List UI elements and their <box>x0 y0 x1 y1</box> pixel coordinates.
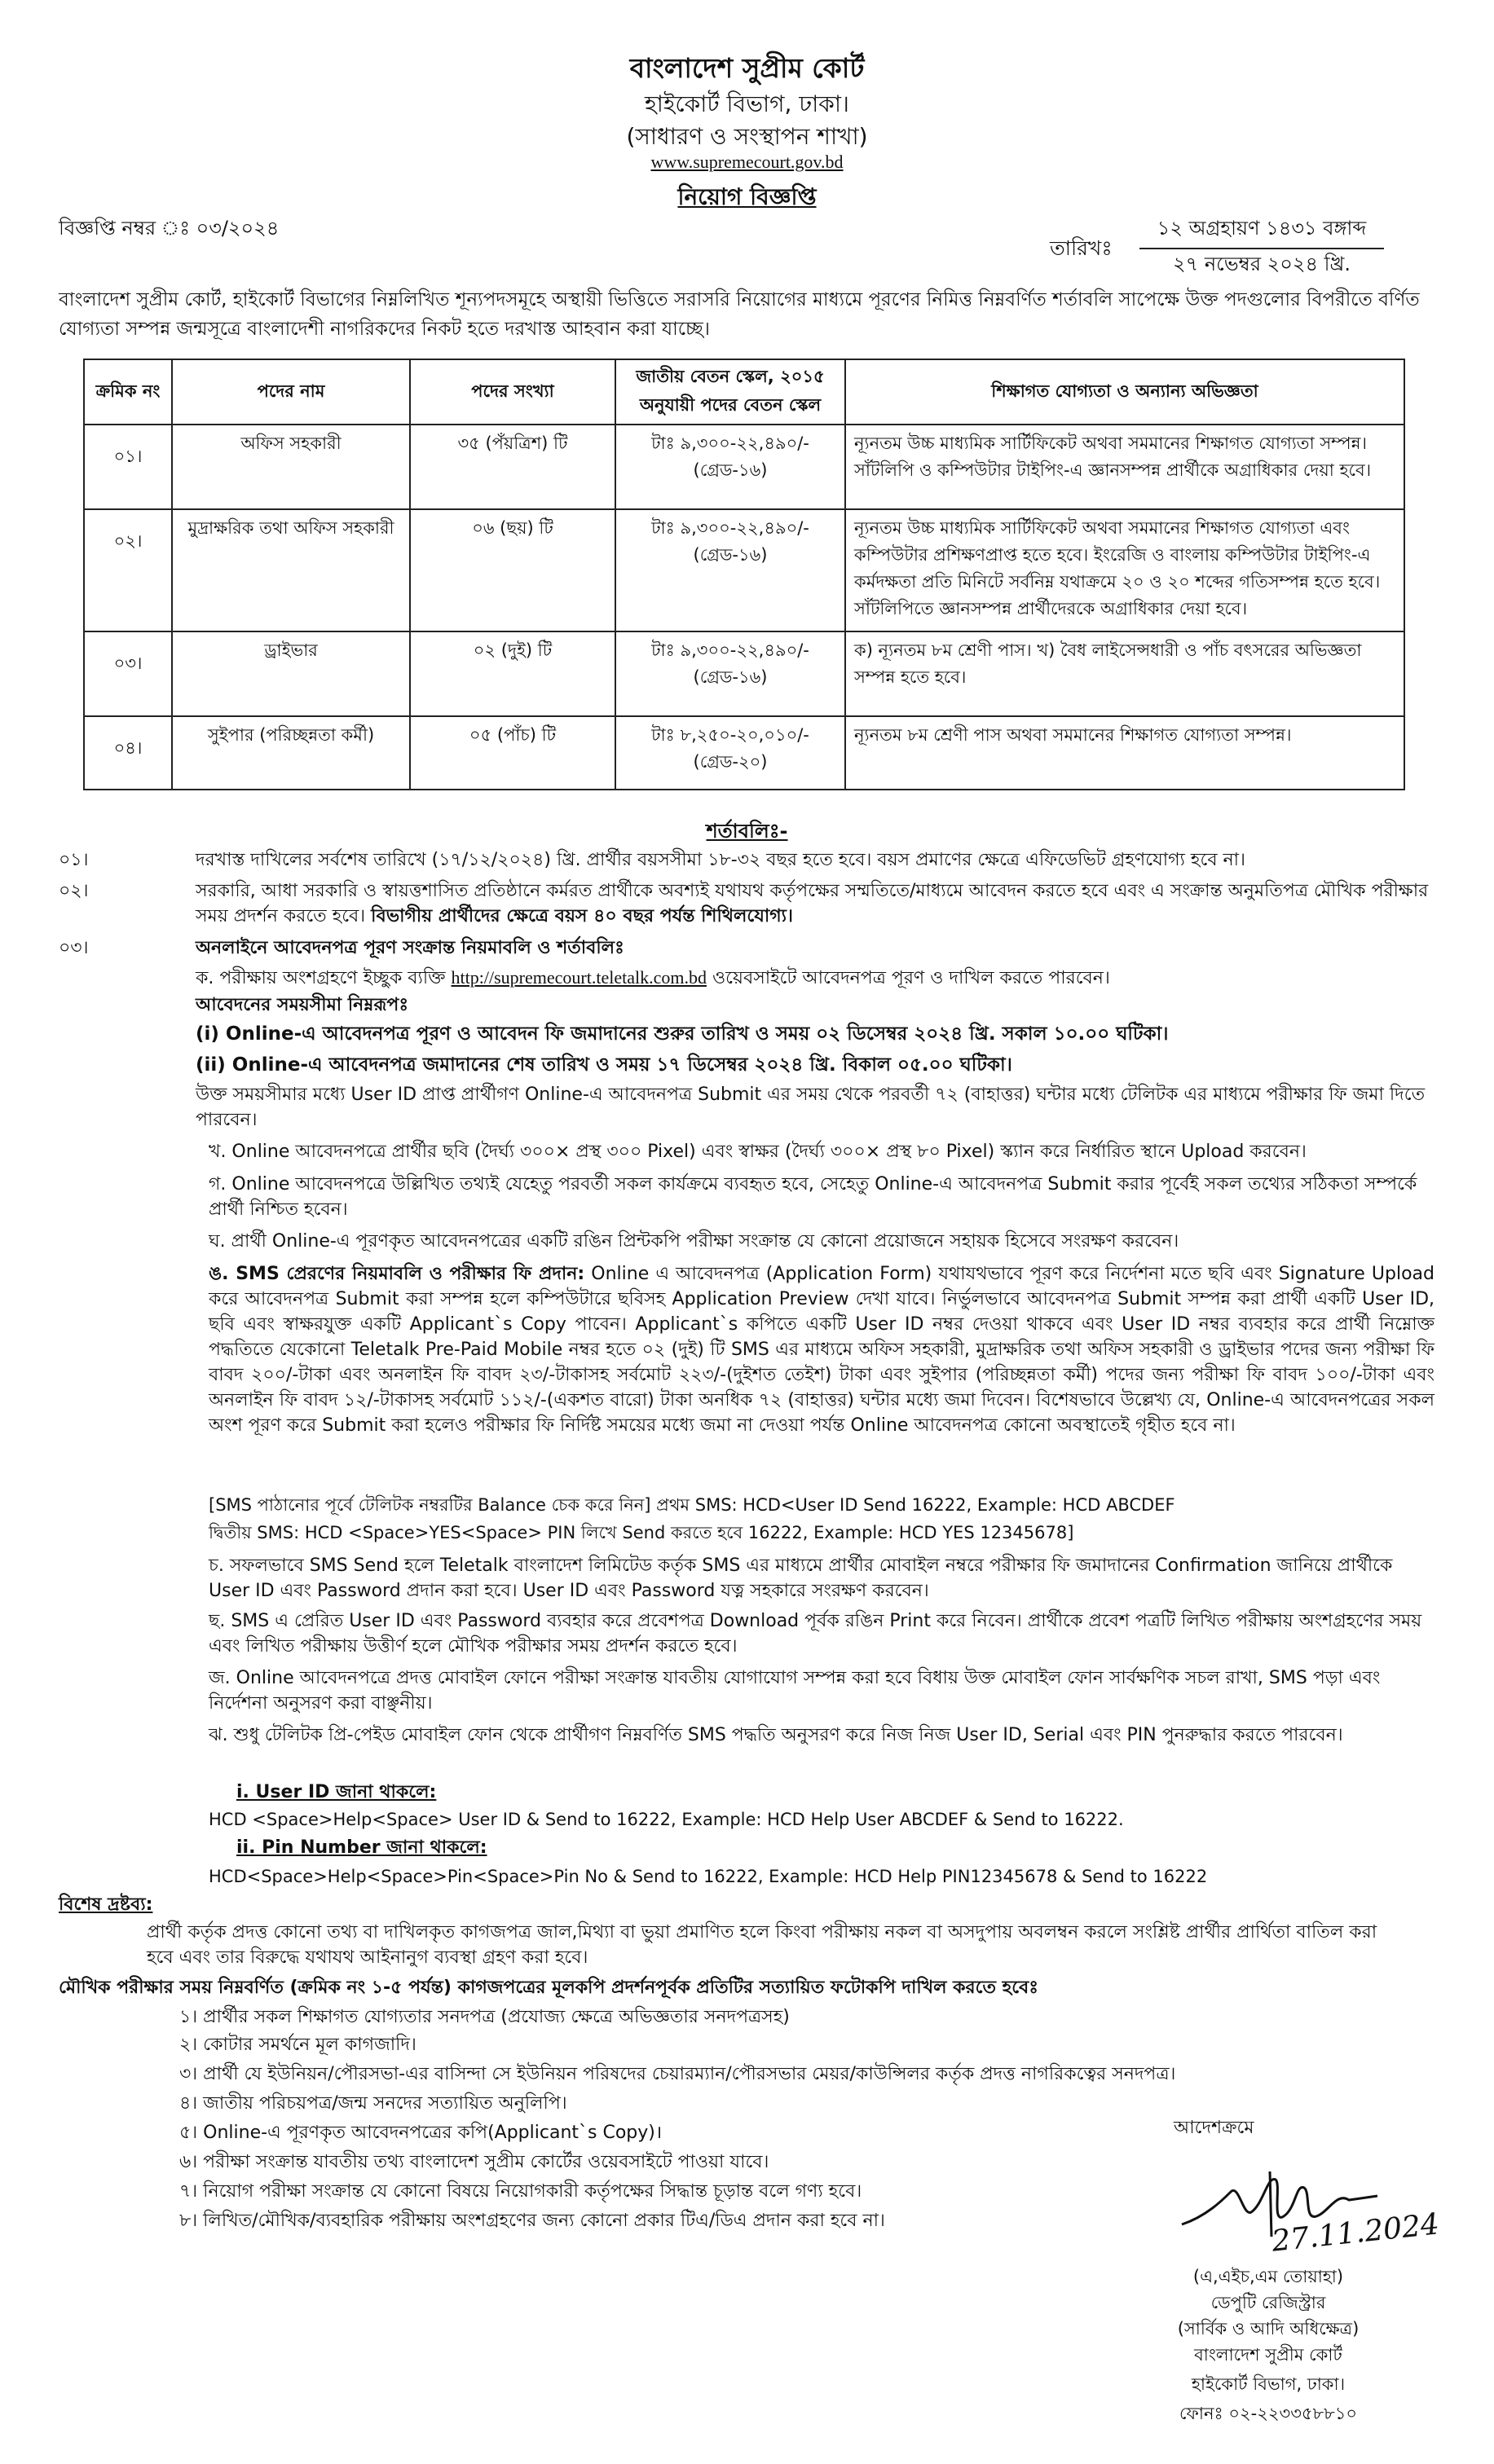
row-scale <box>615 509 845 631</box>
time-limit-title: আবেদনের সময়সীমা নিম্নরূপঃ <box>196 995 409 1015</box>
viva-item: ৭। নিয়োগ পরীক্ষা সংক্রান্ত যে কোনো বিষয়ে নিয়োগকারী কর্তৃপক্ষের সিদ্ধান্ত চূড়ান্ত বলে গণ্য হবে। <box>179 2181 862 2202</box>
intro-paragraph: বাংলাদেশ সুপ্রীম কোর্ট, হাইকোর্ট বিভাগের নিম্নলিখিত শূন্যপদসমূহে অস্থায়ী ভিত্তিতে সরাসরি নিয়োগের মাধ্যমে পূরণের নিমিত্ত নিম্নবর্ণিত শর্তাবলি সাপেক্ষে উক্ত পদগুলোর বিপরীতে বর্ণিত যোগ্যতা সম্পন্ন জন্মসূত্রে বাংলাদেশী নাগরিকদের নিকট হতে দরখাস্ত আহবান করা যাচ্ছে। <box>59 289 1420 340</box>
date-english: ২৭ নভেম্বর ২০২৪ খ্রি. <box>1172 253 1351 275</box>
row-scale <box>615 716 845 790</box>
condition-2-text: সরকারি, আধা সরকারি ও স্বায়ত্তশাসিত প্রতিষ্ঠানে কর্মরত প্রার্থীকে অবশ্যই যথাযথ কর্তৃপক্ষের সম্মতিতে/মাধ্যমে আবেদন করতে হবে এবং এ সংক্রান্ত অনুমতিপত্র মৌখিক পরীক্ষার সময় প্রদর্শন করতে হবে। <box>196 881 1429 926</box>
time-end: (ii) Online-এ আবেদনপত্র জমাদানের শেষ তারিখ ও সময় ১৭ ডিসেম্বর ২০২৪ খ্রি. বিকাল ০৫.০০ ঘটিকা। <box>196 1054 1012 1076</box>
table-row <box>84 716 1404 790</box>
office-name: বাংলাদেশ সুপ্রীম কোর্ট <box>629 52 865 84</box>
viva-item: ১। প্রার্থীর সকল শিক্ষাগত যোগ্যতার সনদপত্র (প্রযোজ্য ক্ষেত্রে অভিজ্ঞতার সনদপত্রসহ) <box>179 2007 790 2027</box>
row-serial: ০১। <box>84 425 172 509</box>
row-count: ০৫ (পাঁচ) টি <box>410 716 615 790</box>
application-url-link[interactable]: http://supremecourt.teletalk.com.bd <box>451 967 707 988</box>
date-label: তারিখঃ <box>1050 236 1113 260</box>
sms-format-line-1: [SMS পাঠানোর পূর্বে টেলিটক নম্বরটির Balance চেক করে নিন] প্রথম SMS: HCD<User ID Send 16222, Example: HCD ABCDEF <box>209 1495 1175 1515</box>
condition-1: দরখাস্ত দাখিলের সর্বশেষ তারিখে (১৭/১২/২০২৪) খ্রি. প্রার্থীর বয়সসীমা ১৮-৩২ বছর হতে হবে। বয়স প্রমাণের ক্ষেত্রে এফিডেভিট গ্রহণযোগ্য হবে না। <box>196 850 1245 870</box>
row-post: সুইপার (পরিচ্ছন্নতা কর্মী) <box>172 716 410 790</box>
reference-number: বিজ্ঞপ্তি নম্বর ঃ ০৩/২০২৪ <box>59 217 280 240</box>
item-ja: জ. Online আবেদনপত্রে প্রদত্ত মোবাইল ফোনে পরীক্ষা সংক্রান্ত যাবতীয় যোগাযোগ সম্পন্ন করা হবে বিধায় উক্ত মোবাইল ফোন সার্বক্ষণিক সচল রাখা, SMS পড়া এবং নির্দেশনা অনুসরণ করা বাঞ্ছনীয়। <box>209 1668 1381 1714</box>
branch-name: (সাধারণ ও সংস্থাপন শাখা) <box>626 123 868 150</box>
item-kha: খ. Online আবেদনপত্রে প্রার্থীর ছবি (দৈর্ঘ্য ৩০০× প্রস্থ ৩০০ Pixel) এবং স্বাক্ষর (দৈর্ঘ্য ৩০০× প্রস্থ ৮০ Pixel) স্ক্যান করে নির্ধারিত স্থানে Upload করবেন। <box>209 1142 1307 1162</box>
grade-value: (গ্রেড-১৬) <box>693 460 768 480</box>
table-row <box>84 425 1404 509</box>
viva-item: ২। কোটার সমর্থনে মূল কাগজাদি। <box>179 2035 416 2055</box>
item-nga-body: Online এ আবেদনপত্র (Application Form) যথাযথভাবে পূরণ করে নির্দেশনা মতে ছবি এবং Signature Upload করে আবেদনপত্র Submit করা সম্পন্ন হলে কম্পিউটারে ছবিসহ Application Preview দেখা যাবে। নির্ভুলভাবে আবেদনপত্র Submit সম্পন্ন করা প্রার্থী একটি User ID, ছবি এবং স্বাক্ষরযুক্ত একটি Applicant`s Copy পাবেন। Applicant`s কপিতে একটি User ID নম্বর দেওয়া থাকবে এবং User ID নম্বর ব্যবহার করে প্রার্থী নিম্নোক্ত পদ্ধতিতে যেকোনো Teletalk Pre-Paid Mobile নম্বর হতে ০২ (দুই) টি SMS এর মাধ্যমে অফিস সহকারী, মুদ্রাক্ষরিক তথা অফিস সহকারী ও ড্রাইভার পদের জন্য পরীক্ষা ফি বাবদ ২০০/-টাকা এবং অনলাইন ফি বাবদ ২৩/-টাকাসহ সর্বমোট ২২৩/-(দুইশত তেইশ) টাকা এবং সুইপার (পরিচ্ছন্নতা কর্মী) পদের জন্য পরীক্ষা ফি বাবদ ১০০/-টাকা এবং অনলাইন ফি বাবদ ১২/-টাকাসহ সর্বমোট ১১২/-(একশত বারো) টাকা অনধিক ৭২ (বাহাত্তর) ঘন্টার মধ্যে জমা দিবেন। বিশেষভাবে উল্লেখ্য যে, Online-এ আবেদনপত্রের সকল অংশ পূরণ করে Submit করা হলেও পরীক্ষার ফি নির্দিষ্ট সময়ের মধ্যে জমা না দেওয়া পর্যন্ত Online আবেদনপত্র কোনো অবস্থাতেই গৃহীত হবে না। <box>209 1264 1435 1436</box>
division-name: হাইকোর্ট বিভাগ, ঢাকা। <box>645 90 849 117</box>
special-note-body: প্রার্থী কর্তৃক প্রদত্ত কোনো তথ্য বা দাখিলকৃত কাগজপত্র জাল,মিথ্যা বা ভুয়া প্রমাণিত হলে কিংবা পরীক্ষায় নকল বা অসদুপায় অবলম্বন করলে সংশ্লিষ্ট প্রার্থীর প্রার্থিতা বাতিল করা হবে এবং তার বিরুদ্ধে যথাযথ আইনানুগ ব্যবস্থা গ্রহণ করা হবে। <box>147 1922 1377 1968</box>
grade-value: (গ্রেড-১৬) <box>693 667 768 687</box>
col-post: পদের নাম <box>172 359 410 425</box>
row-count: ০৬ (ছয়) টি <box>410 509 615 631</box>
scale-value: টাঃ ৯,৩০০-২২,৪৯০/- <box>651 640 809 660</box>
scale-value: টাঃ ৯,৩০০-২২,৪৯০/- <box>651 433 809 453</box>
row-count: ৩৫ (পঁয়ত্রিশ) টি <box>410 425 615 509</box>
pin-command: HCD<Space>Help<Space>Pin<Space>Pin No & Send to 16222, Example: HCD Help PIN12345678 & Send to 16222 <box>209 1867 1208 1886</box>
fee-note: উক্ত সময়সীমার মধ্যে User ID প্রাপ্ত প্রার্থীগণ Online-এ আবেদনপত্র Submit এর সময় থেকে পরবর্তী ৭২ (বাহাত্তর) ঘন্টার মধ্যে টেলিটক এর মাধ্যমে পরীক্ষার ফি জমা দিতে পারবেন। <box>196 1085 1426 1130</box>
item-ka-text-end: ওয়েবসাইটে আবেদনপত্র পূরণ ও দাখিল করতে পারবেন। <box>712 968 1110 988</box>
signatory-office: বাংলাদেশ সুপ্রীম কোর্ট <box>1194 2345 1342 2365</box>
item-ka <box>196 965 1435 991</box>
col-scale: জাতীয় বেতন স্কেল, ২০১৫ অনুযায়ী পদের বেতন স্কেল <box>615 359 845 425</box>
row-serial: ০৪। <box>84 716 172 790</box>
time-start: (i) Online-এ আবেদনপত্র পূরণ ও আবেদন ফি জমাদানের শুরুর তারিখ ও সময় ০২ ডিসেম্বর ২০২৪ খ্রি. সকাল ১০.০০ ঘটিকা। <box>196 1023 1169 1045</box>
sms-format-line-2: দ্বিতীয় SMS: HCD <Space>YES<Space> PIN লিখে Send করতে হবে 16222, Example: HCD YES 12345678] <box>209 1523 1074 1542</box>
table-row <box>84 631 1404 716</box>
date-bangla: ১২ অগ্রহায়ণ ১৪৩১ বঙ্গাব্দ <box>1139 213 1384 249</box>
signatory-phone: ফোনঃ ০২-২২৩৩৫৮৮১০ <box>1179 2404 1358 2423</box>
userid-title: i. User ID জানা থাকলে: <box>236 1782 437 1802</box>
item-cha: চ. সফলভাবে SMS Send হলে Teletalk বাংলাদেশ লিমিটেড কর্তৃক SMS এর মাধ্যমে প্রার্থীর মোবাইল নম্বরে পরীক্ষার ফি জমাদানের Confirmation জানিয়ে প্রার্থীকে User ID এবং Password প্রদান করা হবে। User ID এবং Password যত্ন সহকারে সংরক্ষণ করবেন। <box>209 1555 1393 1601</box>
row-scale <box>615 425 845 509</box>
item-jha: ঝ. শুধু টেলিটক প্রি-পেইড মোবাইল ফোন থেকে প্রার্থীগণ নিম্নবর্ণিত SMS পদ্ধতি অনুসরণ করে নিজ নিজ User ID, Serial এবং PIN পুনরুদ্ধার করতে পারবেন। <box>209 1725 1343 1745</box>
condition-2 <box>196 878 1435 929</box>
col-serial: ক্রমিক নং <box>84 359 172 425</box>
scale-value: টাঃ ৯,৩০০-২২,৪৯০/- <box>651 518 809 538</box>
row-qualification: ন্যূনতম উচ্চ মাধ্যমিক সার্টিফিকেট অথবা সমমানের শিক্ষাগত যোগ্যতা এবং কম্পিউটার প্রশিক্ষণপ্রাপ্ত হতে হবে। ইংরেজি ও বাংলায় কম্পিউটার টাইপিং-এ কর্মদক্ষতা প্রতি মিনিটে সর্বনিম্ন যথাক্রমে ২০ ও ২০ শব্দের গতিসম্পন্ন হতে হবে। সাঁটলিপিতে জ্ঞানসম্পন্ন প্রার্থীদেরকে অগ্রাধিকার দেয়া হবে। <box>845 509 1404 631</box>
item-gha: ঘ. প্রার্থী Online-এ পূরণকৃত আবেদনপত্রের একটি রঙিন প্রিন্টকপি পরীক্ষা সংক্রান্ত যে কোনো প্রয়োজনে সহায়ক হিসেবে সংরক্ষণ করবেন। <box>209 1231 1179 1252</box>
viva-item: ৫। Online-এ পূরণকৃত আবেদনপত্রের কপি(Applicant`s Copy)। <box>179 2123 663 2143</box>
item-nga-title: ঙ. SMS প্রেরণের নিয়মাবলি ও পরীক্ষার ফি প্রদান: <box>209 1264 585 1284</box>
signature-date-stamp: 27.11.2024 <box>1270 2207 1441 2259</box>
website-link[interactable]: www.supremecourt.gov.bd <box>650 152 844 172</box>
viva-item: ৮। লিখিত/মৌখিক/ব্যবহারিক পরীক্ষায় অংশগ্রহণের জন্য কোনো প্রকার টিএ/ডিএ প্রদান করা হবে না। <box>179 2211 885 2231</box>
col-qualification: শিক্ষাগত যোগ্যতা ও অন্যান্য অভিজ্ঞতা <box>845 359 1404 425</box>
signatory-name: (এ,এইচ,এম তোয়াহা) <box>1192 2267 1344 2286</box>
viva-documents-title: মৌখিক পরীক্ষার সময় নিম্নবর্ণিত (ক্রমিক নং ১-৫ পর্যন্ত) কাগজপত্রের মূলকপি প্রদর্শনপূর্বক প্রতিটির সত্যায়িত ফটোকপি দাখিল করতে হবেঃ <box>59 1978 1039 1998</box>
col-count: পদের সংখ্যা <box>410 359 615 425</box>
condition-number: ০২। <box>59 881 89 901</box>
row-qualification: ন্যূনতম ৮ম শ্রেণী পাস অথবা সমমানের শিক্ষাগত যোগ্যতা সম্পন্ন। <box>845 716 1404 790</box>
viva-item: ৬। পরীক্ষা সংক্রান্ত যাবতীয় তথ্য বাংলাদেশ সুপ্রীম কোর্টের ওয়েবসাইটে পাওয়া যাবে। <box>179 2152 769 2172</box>
item-nga <box>209 1261 1435 1438</box>
condition-3-title: অনলাইনে আবেদনপত্র পূরণ সংক্রান্ত নিয়মাবলি ও শর্তাবলিঃ <box>196 938 624 958</box>
special-note-title: বিশেষ দ্রষ্টব্য: <box>59 1894 153 1915</box>
row-post: ড্রাইভার <box>172 631 410 716</box>
row-qualification: ক) ন্যূনতম ৮ম শ্রেণী পাস। খ) বৈধ লাইসেন্সধারী ও পাঁচ বৎসরের অভিজ্ঞতা সম্পন্ন হতে হবে। <box>845 631 1404 716</box>
userid-command: HCD <Space>Help<Space> User ID & Send to 16222, Example: HCD Help User ABCDEF & Send to 16222. <box>209 1810 1124 1829</box>
viva-item: ৪। জাতীয় পরিচয়পত্র/জন্ম সনদের সত্যায়িত অনুলিপি। <box>179 2093 567 2114</box>
condition-number: ০১। <box>59 850 89 870</box>
row-count: ০২ (দুই) টি <box>410 631 615 716</box>
item-ka-text: ক. পরীক্ষায় অংশগ্রহণে ইচ্ছুক ব্যক্তি <box>196 968 446 988</box>
row-serial: ০৩। <box>84 631 172 716</box>
row-post: মুদ্রাক্ষরিক তথা অফিস সহকারী <box>172 509 410 631</box>
table-header-row <box>84 359 1404 425</box>
scale-value: টাঃ ৮,২৫০-২০,০১০/- <box>651 725 809 745</box>
item-chha: ছ. SMS এ প্রেরিত User ID এবং Password ব্যবহার করে প্রবেশপত্র Download পূর্বক রঙিন Print করে নিবেন। প্রার্থীকে প্রবেশ পত্রটি লিখিত পরীক্ষায় অংশগ্রহণের সময় এবং লিখিত পরীক্ষায় উত্তীর্ণ হলে মৌখিক পরীক্ষার সময় প্রদর্শন করতে হবে। <box>209 1611 1422 1657</box>
grade-value: (গ্রেড-২০) <box>693 752 768 772</box>
viva-item: ৩। প্রার্থী যে ইউনিয়ন/পৌরসভা-এর বাসিন্দা সে ইউনিয়ন পরিষদের চেয়ারম্যান/পৌরসভার মেয়র/কাউন্সিলর কর্তৃক প্রদত্ত নাগরিকত্বের সনদপত্র। <box>179 2064 1176 2084</box>
row-scale <box>615 631 845 716</box>
condition-number: ০৩। <box>59 938 89 958</box>
row-qualification: ন্যূনতম উচ্চ মাধ্যমিক সার্টিফিকেট অথবা সমমানের শিক্ষাগত যোগ্যতা সম্পন্ন। সাঁটলিপি ও কম্পিউটার টাইপিং-এ জ্ঞানসম্পন্ন প্রার্থীকে অগ্রাধিকার দেয়া হবে। <box>845 425 1404 509</box>
signatory-division: হাইকোর্ট বিভাগ, ঢাকা। <box>1191 2374 1346 2394</box>
signatory-charge: (সার্বিক ও আদি অধিক্ষেত্র) <box>1177 2319 1360 2339</box>
row-post: অফিস সহকারী <box>172 425 410 509</box>
grade-value: (গ্রেড-১৬) <box>693 545 768 565</box>
pin-title: ii. Pin Number জানা থাকলে: <box>236 1837 487 1858</box>
notice-title: নিয়োগ বিজ্ঞপ্তি <box>677 183 817 210</box>
order-text: আদেশক্রমে <box>1174 2118 1254 2138</box>
table-row <box>84 509 1404 631</box>
item-ga: গ. Online আবেদনপত্রে উল্লিখিত তথ্যই যেহেতু পরবর্তী সকল কার্যক্রমে ব্যবহৃত হবে, সেহেতু Online-এ আবেদনপত্র Submit করার পূর্বেই সকল তথ্যের সঠিকতা সম্পর্কে প্রার্থী নিশ্চিত হবেন। <box>209 1174 1417 1220</box>
signatory-designation: ডেপুটি রেজিস্ট্রার <box>1210 2293 1326 2312</box>
row-serial: ০২। <box>84 509 172 631</box>
condition-2-relaxation: বিভাগীয় প্রার্থীদের ক্ষেত্রে বয়স ৪০ বছর পর্যন্ত শিথিলযোগ্য। <box>371 906 793 926</box>
vacancy-table <box>83 359 1405 790</box>
conditions-title: শর্তাবলিঃ- <box>706 820 788 843</box>
